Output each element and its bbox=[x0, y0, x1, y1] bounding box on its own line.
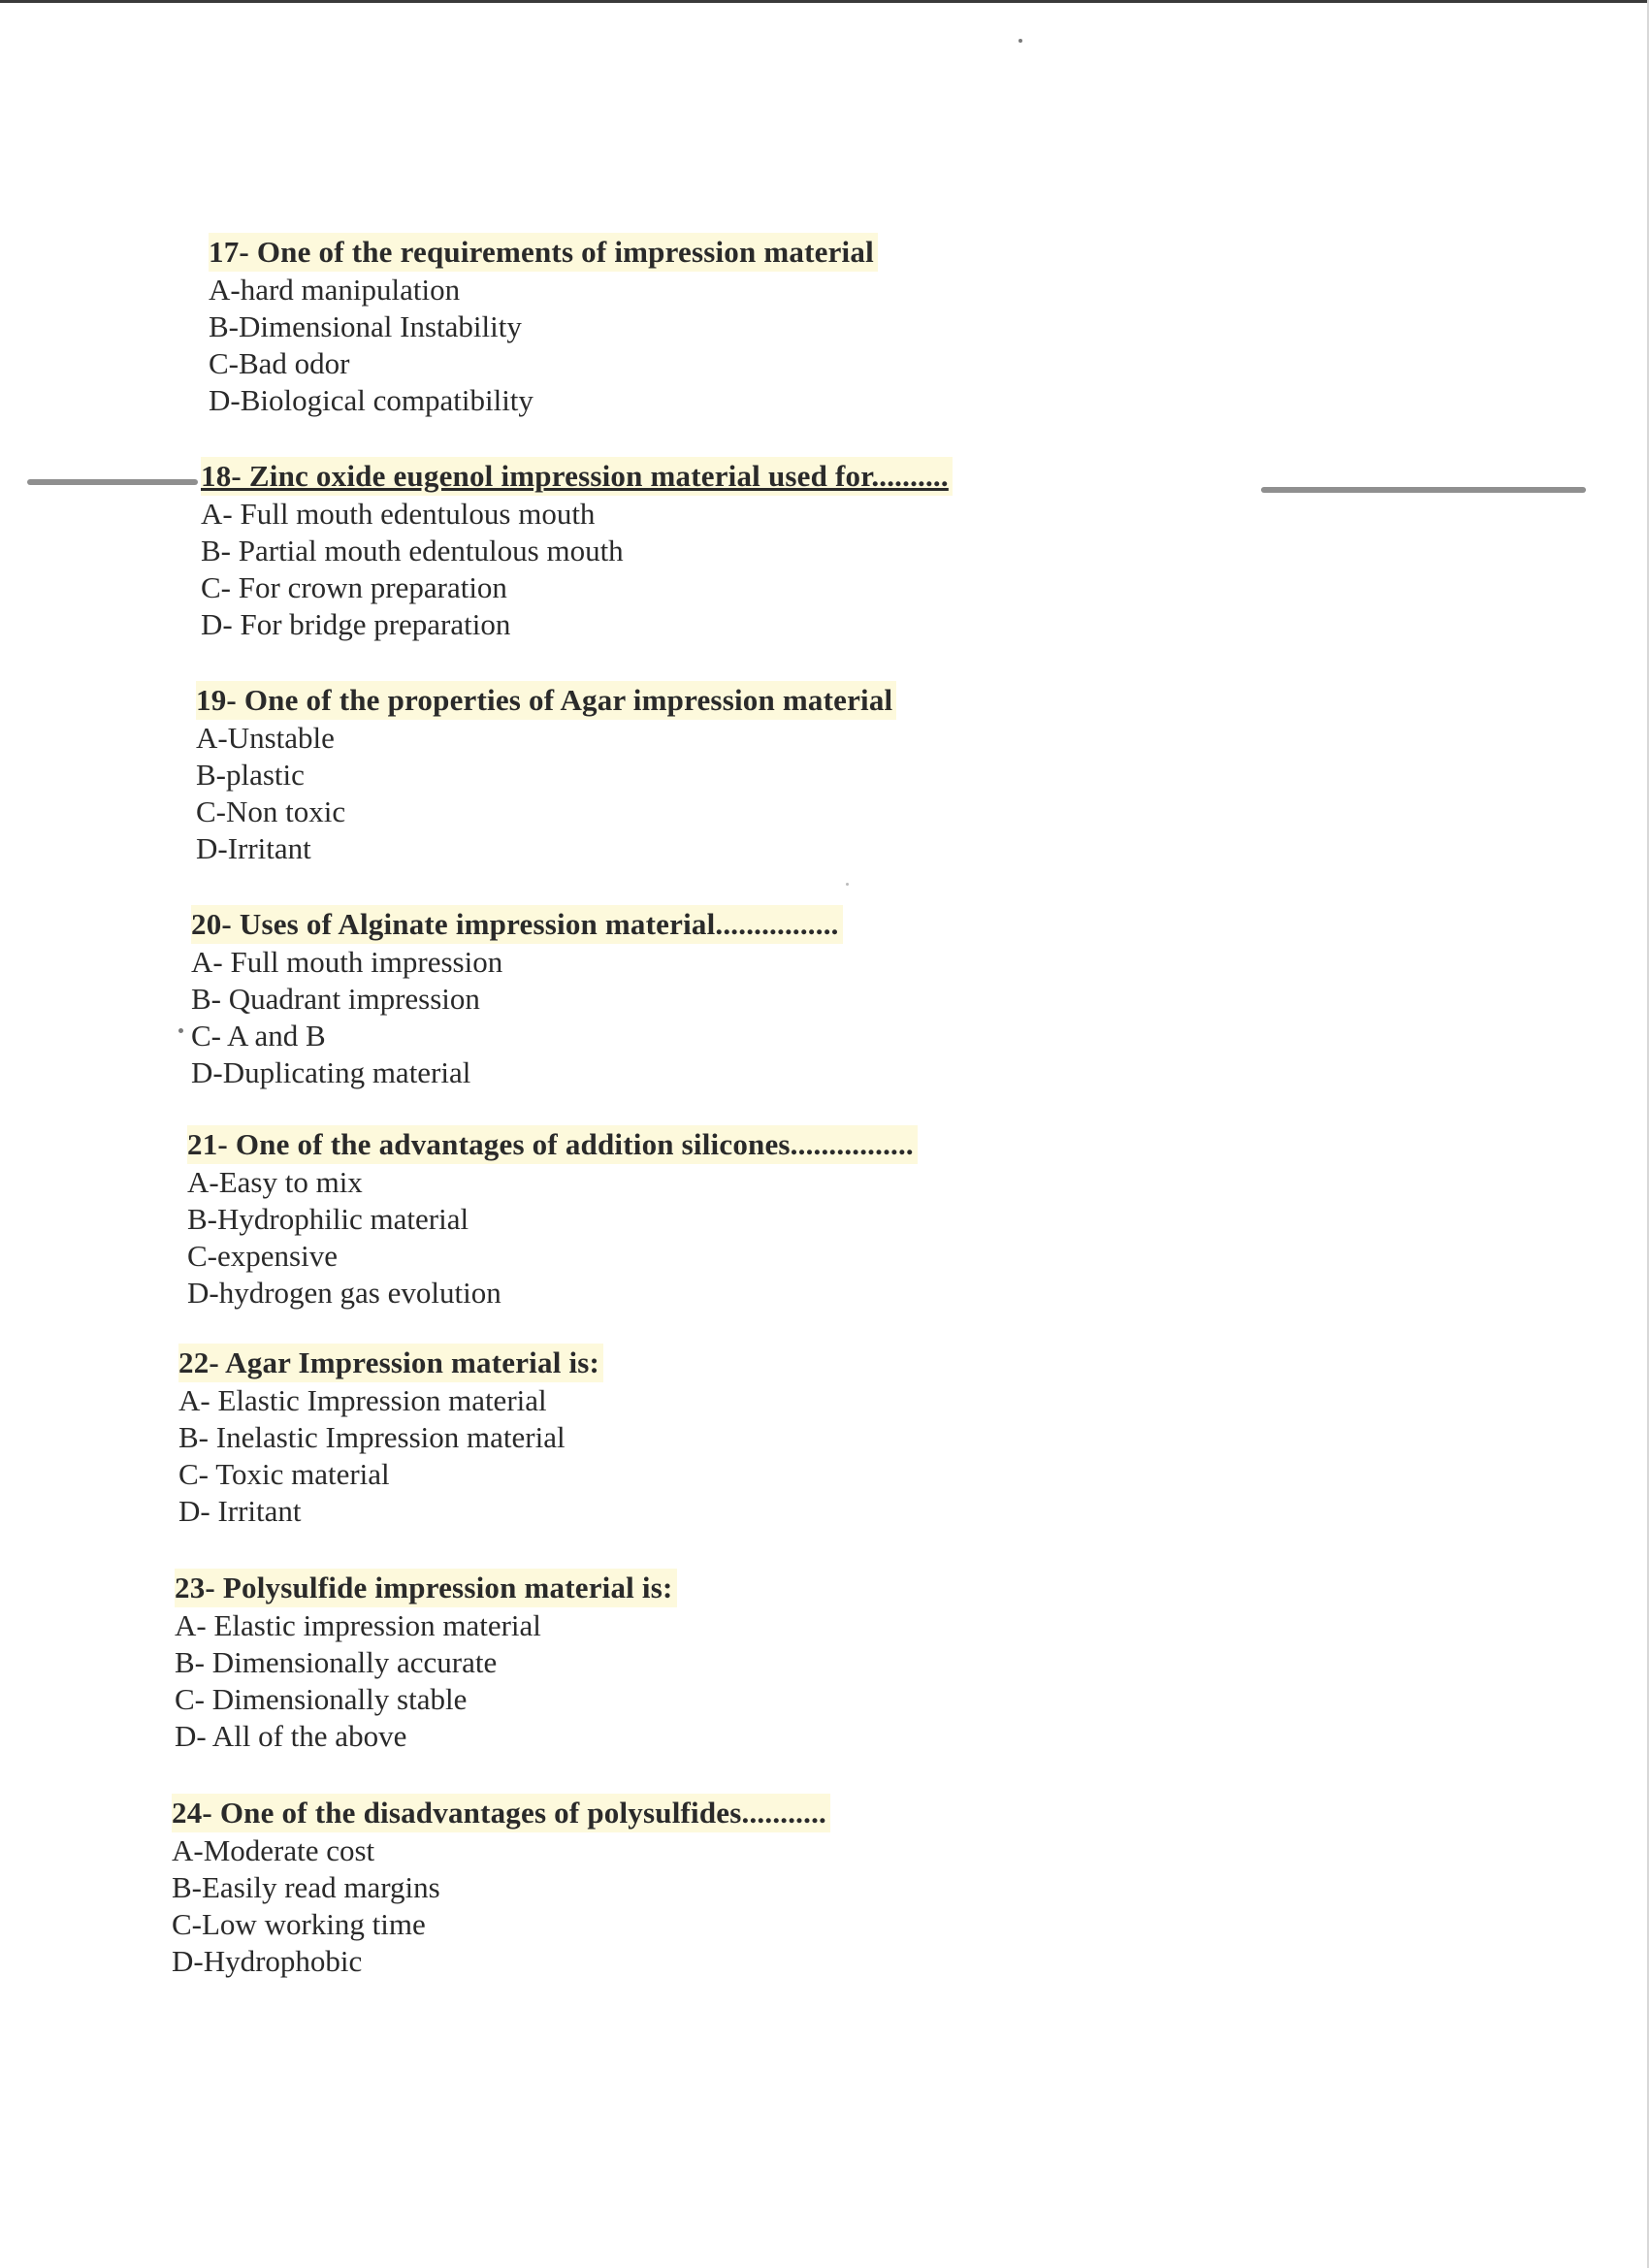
option-b: B- Dimensionally accurate bbox=[175, 1645, 498, 1679]
scan-speck bbox=[178, 1028, 183, 1033]
scan-top-edge bbox=[0, 0, 1649, 3]
option-c: C- Toxic material bbox=[178, 1457, 390, 1491]
option-b: B- Inelastic Impression material bbox=[178, 1420, 566, 1454]
option-a: A- Elastic impression material bbox=[175, 1608, 541, 1642]
option-c: C- Dimensionally stable bbox=[175, 1682, 468, 1716]
option-c: C-Bad odor bbox=[209, 346, 350, 380]
question-title: 18- Zinc oxide eugenol impression material used for.......... bbox=[201, 457, 953, 496]
question-22 bbox=[178, 1344, 603, 1530]
option-d: D-Duplicating material bbox=[191, 1055, 471, 1089]
option-b: B- Partial mouth edentulous mouth bbox=[201, 534, 624, 567]
option-b: B-Easily read margins bbox=[172, 1870, 440, 1904]
scan-smudge-right bbox=[1261, 487, 1586, 493]
option-c: C- A and B bbox=[191, 1019, 326, 1053]
question-17 bbox=[209, 233, 878, 419]
option-a: A- Full mouth edentulous mouth bbox=[201, 497, 596, 531]
question-24 bbox=[172, 1794, 830, 1980]
option-d: D- For bridge preparation bbox=[201, 607, 511, 641]
question-title: 17- One of the requirements of impression material bbox=[209, 233, 878, 272]
question-title: 19- One of the properties of Agar impression material bbox=[196, 681, 896, 720]
option-c: C- For crown preparation bbox=[201, 570, 507, 604]
question-20 bbox=[191, 905, 843, 1091]
scan-speck bbox=[846, 883, 849, 886]
option-c: C-Non toxic bbox=[196, 794, 346, 828]
option-a: A-hard manipulation bbox=[209, 273, 461, 307]
question-title: 24- One of the disadvantages of polysulfides........... bbox=[172, 1794, 830, 1832]
option-a: A- Full mouth impression bbox=[191, 945, 503, 979]
option-c: C-Low working time bbox=[172, 1907, 426, 1941]
option-a: A-Easy to mix bbox=[187, 1165, 363, 1199]
option-d: D-hydrogen gas evolution bbox=[187, 1276, 501, 1310]
scan-speck bbox=[1018, 39, 1022, 43]
option-d: D-Hydrophobic bbox=[172, 1944, 363, 1978]
question-19 bbox=[196, 681, 896, 867]
option-a: A- Elastic Impression material bbox=[178, 1383, 547, 1417]
option-c: C-expensive bbox=[187, 1239, 338, 1273]
option-d: D-Biological compatibility bbox=[209, 383, 534, 417]
question-18 bbox=[201, 457, 953, 643]
option-d: D- All of the above bbox=[175, 1719, 407, 1753]
option-b: B- Quadrant impression bbox=[191, 982, 480, 1016]
question-title: 23- Polysulfide impression material is: bbox=[175, 1569, 677, 1607]
option-b: B-Hydrophilic material bbox=[187, 1202, 469, 1236]
option-b: B-Dimensional Instability bbox=[209, 309, 522, 343]
option-a: A-Moderate cost bbox=[172, 1833, 375, 1867]
question-title: 22- Agar Impression material is: bbox=[178, 1344, 603, 1382]
question-title: 20- Uses of Alginate impression material................ bbox=[191, 905, 843, 944]
option-b: B-plastic bbox=[196, 758, 305, 792]
question-23 bbox=[175, 1569, 677, 1755]
option-d: D-Irritant bbox=[196, 831, 311, 865]
option-d: D- Irritant bbox=[178, 1494, 302, 1528]
question-title: 21- One of the advantages of addition silicones................ bbox=[187, 1125, 918, 1164]
option-a: A-Unstable bbox=[196, 721, 335, 755]
scan-smudge-left bbox=[27, 479, 198, 485]
question-21 bbox=[187, 1125, 918, 1312]
